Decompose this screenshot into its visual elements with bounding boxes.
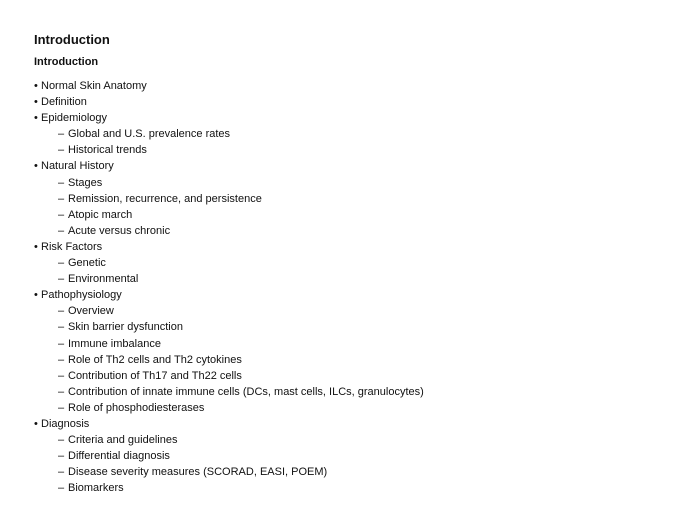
- outline-topic: [34, 110, 680, 126]
- outline-topic: [34, 158, 680, 174]
- outline-subtopic: [34, 303, 680, 319]
- outline-item-text: Diagnosis: [41, 417, 90, 430]
- outline-topic: [34, 94, 680, 110]
- outline-item-text: Immune imbalance: [68, 337, 161, 350]
- outline-subtopic: [34, 432, 680, 448]
- bullet-marker: •: [34, 160, 38, 173]
- outline-subtopic: [34, 142, 680, 158]
- bullet-marker: •: [34, 289, 38, 302]
- outline-subtopic: [34, 352, 680, 368]
- dash-marker: –: [58, 305, 65, 318]
- bullet-marker: •: [34, 112, 38, 125]
- dash-marker: –: [58, 257, 65, 270]
- dash-marker: –: [58, 369, 65, 382]
- dash-marker: –: [58, 144, 65, 157]
- outline-item-text: Historical trends: [68, 144, 147, 157]
- dash-marker: –: [58, 192, 65, 205]
- dash-marker: –: [58, 450, 65, 463]
- outline-subtopic: [34, 255, 680, 271]
- outline-subtopic: [34, 400, 680, 416]
- outline-item-text: Global and U.S. prevalence rates: [68, 128, 231, 141]
- dash-marker: –: [58, 466, 65, 479]
- outline-subtopic: [34, 448, 680, 464]
- outline-item-text: Skin barrier dysfunction: [68, 321, 183, 334]
- outline-item-text: Risk Factors: [41, 240, 103, 253]
- outline-item-text: Overview: [68, 305, 114, 318]
- table-of-contents-outline: [34, 78, 680, 496]
- outline-subtopic: [34, 207, 680, 223]
- outline-item-text: Acute versus chronic: [68, 224, 171, 237]
- outline-item-text: Stages: [68, 176, 103, 189]
- outline-item-text: Biomarkers: [68, 482, 124, 495]
- dash-marker: –: [58, 353, 65, 366]
- outline-item-text: Criteria and guidelines: [68, 434, 178, 447]
- outline-subtopic: [34, 271, 680, 287]
- outline-item-text: Genetic: [68, 257, 106, 270]
- dash-marker: –: [58, 176, 65, 189]
- dash-marker: –: [58, 224, 65, 237]
- outline-subtopic: [34, 319, 680, 335]
- dash-marker: –: [58, 385, 65, 398]
- outline-item-text: Differential diagnosis: [68, 450, 170, 463]
- outline-item-text: Definition: [41, 96, 87, 109]
- dash-marker: –: [58, 482, 65, 495]
- outline-item-text: Normal Skin Anatomy: [41, 80, 147, 92]
- outline-subtopic: [34, 126, 680, 142]
- section-heading: Introduction: [34, 56, 99, 68]
- outline-item-text: Pathophysiology: [41, 289, 122, 302]
- outline-item-text: Epidemiology: [41, 112, 108, 125]
- outline-topic: [34, 239, 680, 255]
- outline-item-text: Role of phosphodiesterases: [68, 401, 205, 414]
- bullet-marker: •: [34, 240, 38, 253]
- outline-topic: [34, 416, 680, 432]
- outline-subtopic: [34, 191, 680, 207]
- outline-subtopic: [34, 336, 680, 352]
- outline-item-text: Role of Th2 cells and Th2 cytokines: [68, 353, 242, 366]
- outline-item-text: Disease severity measures (SCORAD, EASI, POEM): [68, 466, 328, 479]
- dash-marker: –: [58, 128, 65, 141]
- bullet-marker: •: [34, 80, 38, 92]
- bullet-marker: •: [34, 96, 38, 109]
- outline-item-text: Remission, recurrence, and persistence: [68, 192, 262, 205]
- outline-subtopic: [34, 480, 680, 496]
- outline-subtopic: [34, 175, 680, 191]
- outline-topic: [34, 78, 680, 94]
- outline-subtopic: [34, 368, 680, 384]
- outline-item-text: Contribution of Th17 and Th22 cells: [68, 369, 242, 382]
- dash-marker: –: [58, 321, 65, 334]
- bullet-marker: •: [34, 417, 38, 430]
- page-title: Introduction: [34, 32, 110, 47]
- outline-item-text: Contribution of innate immune cells (DCs, mast cells, ILCs, granulocytes): [68, 385, 424, 398]
- outline-item-text: Atopic march: [68, 208, 133, 221]
- outline-subtopic: [34, 223, 680, 239]
- dash-marker: –: [58, 401, 65, 414]
- outline-item-text: Natural History: [41, 160, 114, 173]
- outline-item-text: Environmental: [68, 273, 139, 286]
- outline-topic: [34, 287, 680, 303]
- dash-marker: –: [58, 208, 65, 221]
- outline-subtopic: [34, 464, 680, 480]
- outline-subtopic: [34, 384, 680, 400]
- document-page: [34, 31, 680, 496]
- dash-marker: –: [58, 337, 65, 350]
- dash-marker: –: [58, 273, 65, 286]
- dash-marker: –: [58, 434, 65, 447]
